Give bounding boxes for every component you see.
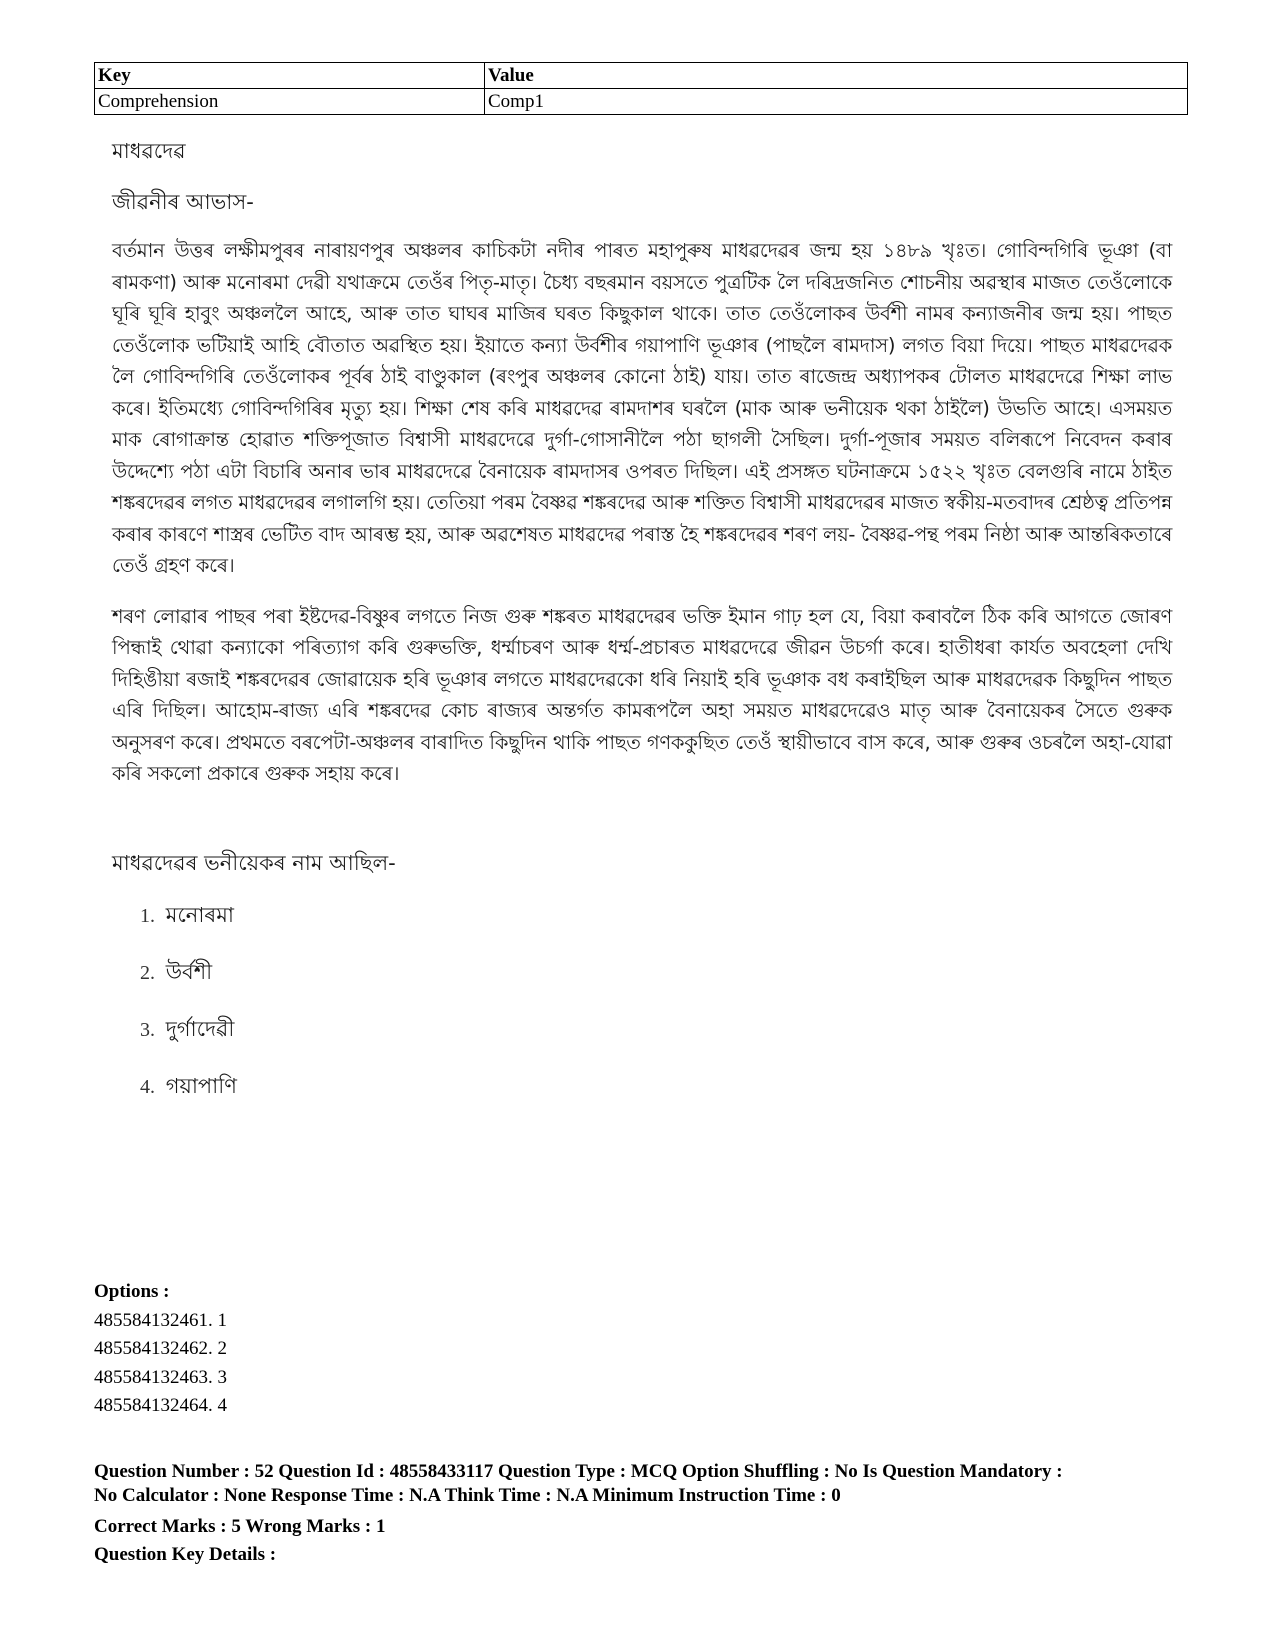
choice-item [140, 955, 1172, 1012]
question-text: মাধৱদেৱৰ ভনীয়েকৰ নাম আছিল- [112, 850, 396, 875]
choice-text: গয়াপাণি [165, 1073, 237, 1098]
table-row [95, 89, 1188, 115]
choice-number: 4. [140, 1075, 155, 1098]
option-id-row: 485584132462. 2 [94, 1338, 227, 1359]
passage-paragraph-1: বৰ্তমান উত্তৰ লক্ষীমপুৰৰ নাৰায়ণপুৰ অঞ্চলৰ কাচিকটা নদীৰ পাৰত মহাপুৰুষ মাধৱদেৱৰ জন্ম হয় ১৪৮৯ খৃঃত। গোবিন্দগিৰি ভূঞা (বা ৰামকণা) আৰু মনোৰমা দেৱী যথাক্ৰমে তেওঁৰ পিতৃ-মাতৃ। চৈধ্য বছৰমান বয়সতে পুত্ৰটিক লৈ দৰিদ্ৰজনিত শোচনীয় অৱস্থাৰ মাজত তেওঁলোকে ঘূৰি ঘূৰি হাবুং অঞ্চললৈ আহে, আৰু তাত ঘাঘৰ মাজিৰ ঘৰত কিছুকাল থাকে। তাত তেওঁলোকৰ উৰ্বশী নামৰ কন্যাজনীৰ জন্ম হয়। পাছত তেওঁলোক ভটিয়াই আহি বৌতাত অৱস্থিত হয়। ইয়াতে কন্যা উৰ্বশীৰ গয়াপাণি ভূঞাৰ (পাছলৈ ৰামদাস) লগত বিয়া দিয়ে। পাছত মাধৱদেৱক লৈ গোবিন্দগিৰি তেওঁলোকৰ পূৰ্বৰ ঠাই বাণ্ডুকাল (ৰংপুৰ অঞ্চলৰ কোনো ঠাই) যায়। তাত ৰাজেন্দ্ৰ অধ্যাপকৰ টোলত মাধৱদেৱে শিক্ষা লাভ কৰে। ইতিমধ্যে গোবিন্দগিৰিৰ মৃত্যু হয়। শিক্ষা শেষ কৰি মাধৱদেৱ ৰামদাশৰ ঘৰলৈ (মাক আৰু ভনীয়েক থকা ঠাইলৈ) উভতি আহে। এসময়ত মাক ৰোগাক্ৰান্ত হোৱাত শক্তিপূজাত বিশ্বাসী মাধৱদেৱে দুৰ্গা-গোসানীলৈ পঠা ছাগলী সৈছিল। দুৰ্গা-পূজাৰ সময়ত বলিৰূপে নিবেদন কৰাৰ উদ্দেশ্যে পঠা এটা বিচাৰি অনাৰ ভাৰ মাধৱদেৱে বৈনায়েক ৰামদাসৰ ওপৰত দিছিল। এই প্ৰসঙ্গত ঘটনাক্ৰমে ১৫২২ খৃঃত বেলগুৰি নামে ঠাইত শঙ্কৰদেৱৰ লগত মাধৱদেৱৰ লগালগি হয়। তেতিয়া পৰম বৈষ্ণৱ শঙ্কৰদেৱ আৰু শক্তিত বিশ্বাসী মাধৱদেৱৰ মাজত স্বকীয়-মতবাদৰ শ্ৰেষ্ঠত্ব প্ৰতিপন্ন কৰাৰ কাৰণে শাস্ত্ৰৰ ভেটিত বাদ আৰম্ভ হয়, আৰু অৱশেষত মাধৱদেৱ পৰাস্ত হৈ শঙ্কৰদেৱৰ শৰণ লয়- বৈষ্ণৱ-পন্থ পৰম নিষ্ঠা আৰু আন্তৰিকতাৰে তেওঁ গ্ৰহণ কৰে। [112, 239, 1172, 577]
choice-item [140, 1069, 1172, 1126]
choice-item [140, 898, 1172, 955]
marks-line: Correct Marks : 5 Wrong Marks : 1 [94, 1516, 386, 1537]
question-info-line: Question Number : 52 Question Id : 48558433117 Question Type : MCQ Option Shuffling : No Is Question Mandatory : [94, 1461, 1063, 1482]
choice-text: দুৰ্গাদেৱী [165, 1016, 235, 1041]
choice-list [112, 898, 1172, 1126]
key-details-line: Question Key Details : [94, 1544, 277, 1565]
option-id-row: 485584132463. 3 [94, 1366, 227, 1388]
choice-number: 3. [140, 1018, 155, 1041]
option-id-row: 485584132464. 4 [94, 1395, 227, 1416]
choice-item [140, 1012, 1172, 1069]
key-value-table [94, 62, 1188, 115]
value-header: Value [485, 63, 1188, 89]
options-section [94, 1278, 227, 1421]
question-timing-line: No Calculator : None Response Time : N.A Think Time : N.A Minimum Instruction Time : 0 [94, 1485, 841, 1506]
choice-number: 1. [140, 904, 155, 927]
comprehension-passage [112, 128, 1172, 1126]
choice-number: 2. [140, 961, 155, 984]
passage-paragraph-2: শৰণ লোৱাৰ পাছৰ পৰা ইষ্টদেৱ-বিষ্ণুৰ লগতে নিজ গুৰু শঙ্কৰত মাধৱদেৱৰ ভক্তি ইমান গাঢ় হল যে, বিয়া কৰাবলৈ ঠিক কৰি আগতে জোৰণ পিন্ধাই থোৱা কন্যাকো পৰিত্যাগ কৰি গুৰুভক্তি, ধৰ্ম্মাচৰণ আৰু ধৰ্ম্ম-প্ৰচাৰত মাধৱদেৱে জীৱন উচৰ্গা কৰে। হাতীধৰা কাৰ্যত অবহেলা দেখি দিহিঙীয়া ৰজাই শঙ্কৰদেৱৰ জোৱায়েক হৰি ভূঞাৰ লগতে মাধৱদেৱকো ধৰি নিয়াই হৰি ভূঞাক বধ কৰাইছিল আৰু মাধৱদেৱক কিছুদিন পাছত এৰি দিছিল। আহোম-ৰাজ্য এৰি শঙ্কৰদেৱ কোচ ৰাজ্যৰ অন্তৰ্গত কামৰূপলৈ অহা সময়ত মাধৱদেৱেও মাতৃ আৰু বৈনায়েকৰ সৈতে গুৰুক অনুসৰণ কৰে। প্ৰথমতে বৰপেটা-অঞ্চলৰ বাৰাদিত কিছুদিন থাকি পাছত গণককুছিত তেওঁ স্থায়ীভাবে বাস কৰে, আৰু গুৰুৰ ওচৰলৈ অহা-যোৱা কৰি সকলো প্ৰকাৰে গুৰুক সহায় কৰে। [112, 604, 1172, 785]
key-cell: Comprehension [95, 89, 485, 115]
table-header-row [95, 63, 1188, 89]
choice-text: উৰ্বশী [165, 959, 213, 984]
passage-subtitle: জীৱনীৰ আভাস- [112, 190, 254, 214]
value-cell: Comp1 [485, 89, 1188, 115]
question-metadata [94, 1460, 1194, 1569]
choice-text: মনোৰমা [165, 902, 234, 927]
key-header: Key [95, 63, 485, 89]
options-label: Options : [94, 1281, 170, 1302]
passage-title: মাধৱদেৱ [112, 139, 186, 163]
option-id-row: 485584132461. 1 [94, 1309, 227, 1331]
